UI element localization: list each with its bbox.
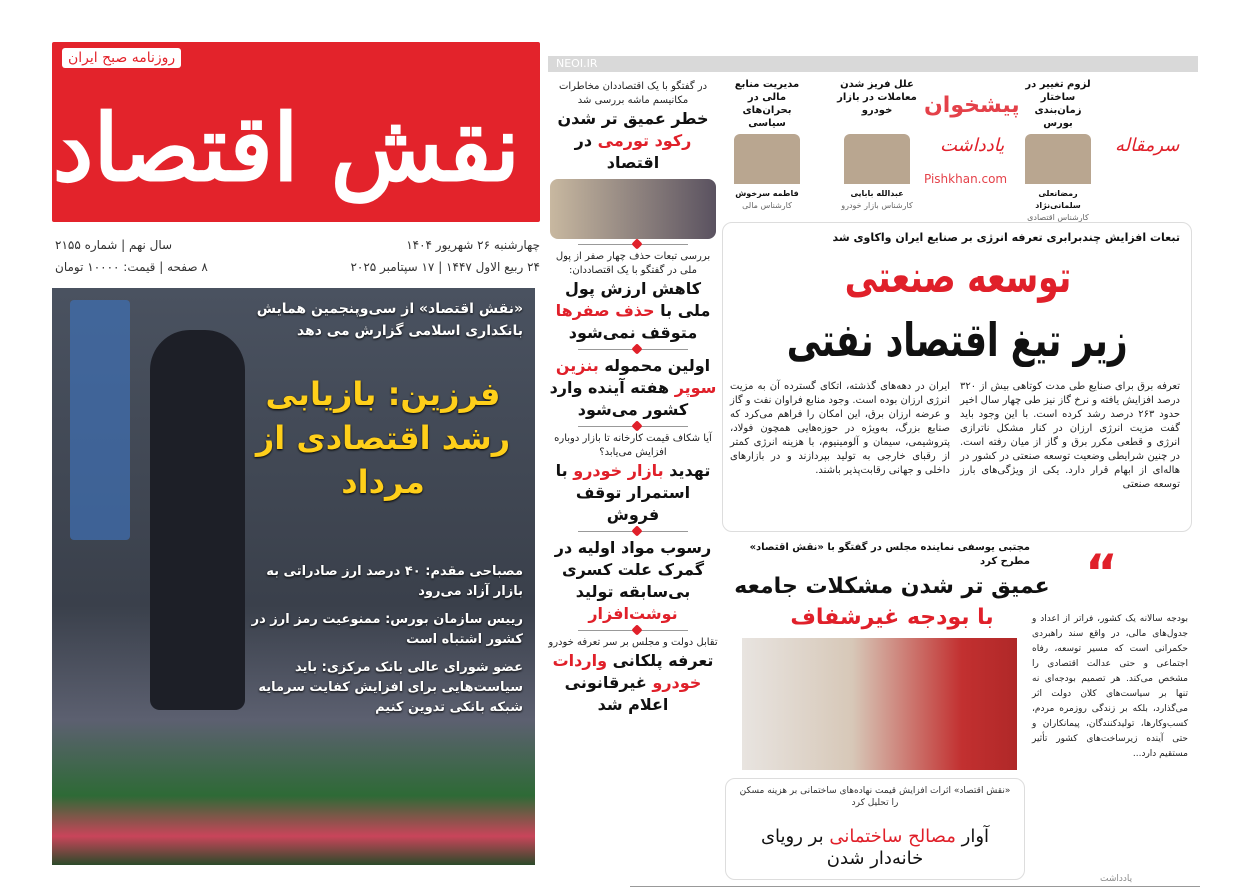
story-headline: کاهش ارزش پول ملی با حذف صفرها متوقف نمی‌شود [555, 279, 711, 342]
section-editorial: سرمقاله [1115, 135, 1180, 156]
cover-bullet: مصباحی مقدم: ۴۰ درصد ارز صادراتی به بازار آزاد می‌رود [266, 564, 523, 599]
interview-headline-1 [722, 572, 1062, 602]
photo-speaker [150, 330, 245, 710]
pages-price: ۸ صفحه | قیمت: ۱۰۰۰۰ تومان [55, 260, 208, 274]
interview-headline-2-text: با بودجه غیرشفاف [790, 605, 994, 630]
watermark-url: Pishkhan.com [924, 172, 1008, 186]
housing-headline: آوار مصالح ساختمانی بر رویای خانه‌دار شدن [760, 826, 990, 869]
columnist-photo [1025, 134, 1091, 184]
housing-kicker: «نقش اقتصاد» اثرات افزایش قیمت نهاده‌های ساختمانی بر هزینه مسکن را تحلیل کرد [739, 786, 1011, 808]
interview-headline-1-text: عمیق تر شدن مشکلات جامعه [734, 574, 1050, 599]
newspaper-logo: نقش اقتصاد [52, 94, 520, 202]
divider [578, 244, 688, 245]
interview-headline-2 [722, 603, 1062, 633]
story-headline: تهدید بازار خودرو با استمرار توقف فروش [555, 461, 711, 524]
lead-headline-1-text: توسعه صنعتی [844, 252, 1071, 303]
story-headline: تعرفه پلکانی واردات خودرو غیرقانونی اعلام شد [552, 651, 714, 714]
story-kicker: بررسی تبعات حذف چهار صفر از پول ملی در گفتگو با یک اقتصاددان: [555, 251, 711, 276]
footer-divider [630, 886, 1200, 887]
interview-kicker: مجتبی یوسفی نماینده مجلس در گفتگو با «نقش اقتصاد» مطرح کرد [749, 542, 1030, 567]
lead-body-left: ایران در دهه‌های گذشته، اتکای گسترده آن به مزیت انرژی ارزان بوده است. وجود منابع فراوان نفت و گاز و عرضه ارزان برق، این امکان را فراهم می‌کرد که صنایع بزرگ، به‌ویژه در حوزه‌هایی همچون فولاد، پتروشیمی، سیمان و آلومینیوم، با هزینه انرژی کمتر از رقبای خارجی به تولید بپردازند و در بازارهای داخلی و جهانی رقابت‌پذیر باشند. [729, 381, 950, 476]
lead-kicker: تبعات افزایش چندبرابری تعرفه انرژی بر صنایع ایران واکاوی شد [832, 231, 1180, 244]
cover-bullets [243, 562, 523, 718]
columnist-photo [734, 134, 800, 184]
columnist-photo [844, 134, 910, 184]
divider [578, 630, 688, 631]
interview-photo [742, 638, 1017, 770]
story-headline: خطر عمیق تر شدن رکود تورمی در اقتصاد [557, 109, 709, 172]
lead-body-right: تعرفه برق برای صنایع طی مدت کوتاهی بیش از ۳۲۰ درصد افزایش یافته و نرخ گاز نیز طی چهار سال اخیر حدود ۲۶۳ درصد رشد کرده است. با این وجود باید گفت مزیت انرژی ارزان در کنار مشکل ناترازی انرژی و قطعی مکرر برق و گاز از میان رفته است. در چنین شرایطی وضعیت توسعه صنعتی در کشور در هاله‌ای از ابهام قرار دارد. یکی از ویژگی‌های بارز توسعه صنعتی [960, 381, 1180, 490]
story-kicker: در گفتگو با یک اقتصاددان مخاطرات مکانیسم ماشه بررسی شد [558, 81, 708, 106]
divider [578, 531, 688, 532]
lead-headline-2 [735, 310, 1180, 370]
story-photo [550, 179, 716, 239]
columnist-card [727, 78, 807, 212]
year-issue: سال نهم | شماره ۲۱۵۵ [55, 238, 173, 252]
top-strip [548, 56, 1198, 72]
columnist-role: کارشناس اقتصادی [1027, 213, 1089, 222]
photo-banner [70, 300, 130, 540]
footer-note: یادداشت [1100, 874, 1133, 884]
date-other: ۲۴ ربیع الاول ۱۴۴۷ | ۱۷ سپتامبر ۲۰۲۵ [350, 260, 540, 274]
divider [578, 349, 688, 350]
section-note: یادداشت [940, 135, 1005, 156]
divider [578, 426, 688, 427]
columnist-title: مدیریت منابع مالی در بحران‌های سیاسی [734, 79, 800, 129]
columnist-card [837, 78, 917, 212]
columnist-title: لزوم تغییر در ساختار زمان‌بندی بورس [1025, 79, 1091, 129]
columnist-name: رمضانعلی سلمانی‌نژاد [1035, 189, 1081, 210]
date-fa: چهارشنبه ۲۶ شهریور ۱۴۰۴ [406, 238, 540, 252]
story-kicker: آیا شکاف قیمت کارخانه تا بازار دوباره افزایش می‌یابد؟ [554, 433, 712, 458]
site-label: NEOI.IR [556, 57, 598, 70]
columnist-name: عبدالله بابایی [850, 189, 904, 198]
columnist-role: کارشناس بازار خودرو [841, 201, 913, 210]
watermark: پیشخوان [924, 93, 1020, 118]
columnist-card [1018, 78, 1098, 224]
columnist-title: علل فریز شدن معاملات در بازار خودرو [837, 79, 917, 116]
middle-column [548, 72, 718, 716]
story-headline: رسوب مواد اولیه در گمرک علت کسری بی‌سابقه تولید نوشت‌افزار [554, 538, 712, 623]
cover-headline: فرزین: بازیابی رشد اقتصادی از مرداد [255, 375, 511, 501]
columnist-name: فاطمه سرخوش [735, 189, 799, 198]
interview-body: بودجه سالانه یک کشور، فراتر از اعداد و جدول‌های مالی، در واقع سند راهبردی حکمرانی است که مسیر توسعه، رفاه اجتماعی و حتی عدالت اقتصادی را مشخص می‌کند. هر تصمیم بودجه‌ای نه تنها بر سیاست‌های کلان دولت اثر می‌گذارد، بلکه بر زندگی روزمره مردم، کسب‌وکارها، تولیدکنندگان، پیمانکاران و حتی آینده زیرساخت‌های کشور تأثیر مستقیم دارد... [1032, 614, 1188, 759]
lead-headline-2-text: زیر تیغ اقتصاد نفتی [787, 313, 1128, 367]
quote-icon: “ [1085, 544, 1118, 602]
story-headline: اولین محموله بنزین سوپر هفته آینده وارد کشور می‌شود [549, 356, 717, 419]
tagline: روزنامه صبح ایران [62, 48, 181, 68]
cover-bullet: عضو شورای عالی بانک مرکزی: باید سیاست‌هایی برای افزایش کفایت سرمایه شبکه بانکی تدوین کنیم [258, 660, 523, 715]
lead-headline-1 [735, 250, 1180, 306]
columnist-role: کارشناس مالی [742, 201, 792, 210]
cover-bullet: رییس سازمان بورس: ممنوعیت رمز ارز در کشور اشتباه است [251, 612, 523, 647]
cover-kicker: «نقش اقتصاد» از سی‌وپنجمین همایش بانکداری اسلامی گزارش می دهد [256, 301, 523, 339]
story-kicker: تقابل دولت و مجلس بر سر تعرفه خودرو [548, 637, 718, 648]
